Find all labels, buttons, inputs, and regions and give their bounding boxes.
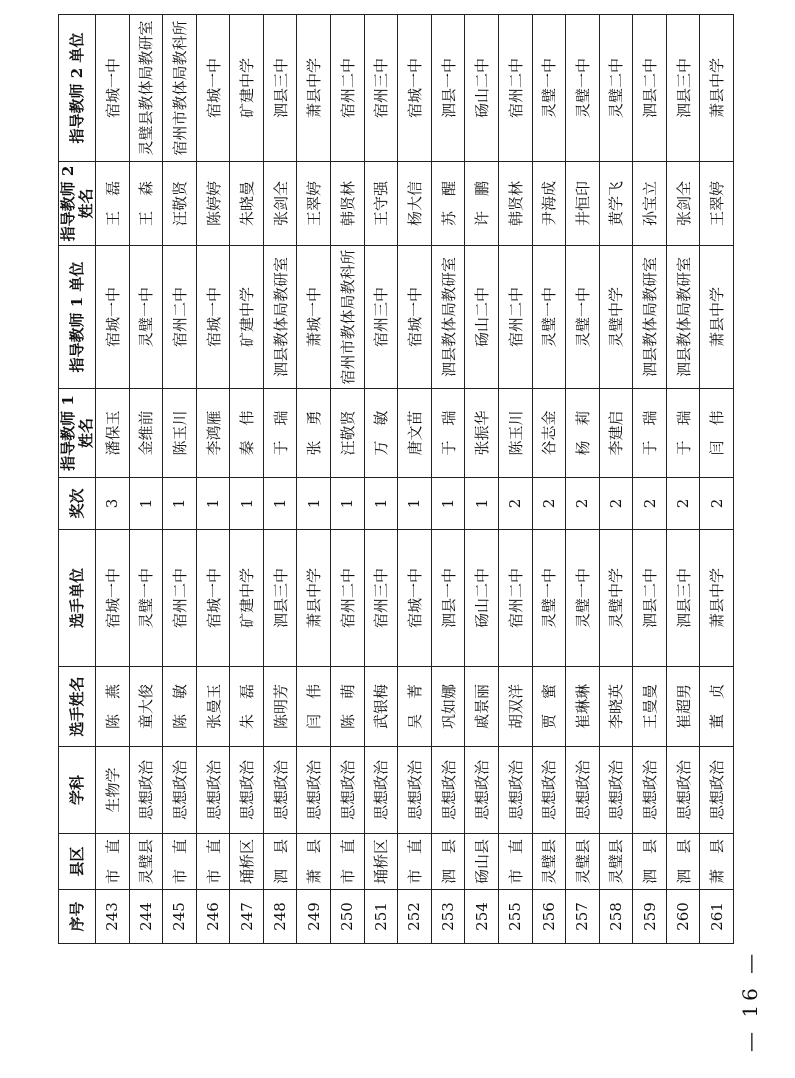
table-cell: 杨 莉 [566,389,600,478]
table-cell: 1 [129,478,163,530]
table-cell: 248 [263,890,297,944]
table-cell: 李鸿雁 [196,389,230,478]
table-row [465,15,499,944]
table-cell: 市 直 [96,834,130,890]
table-cell: 灵璧中学 [599,530,633,667]
table-cell: 埇桥区 [364,834,398,890]
table-cell: 朱 磊 [230,667,264,747]
table-cell: 朱晓曼 [230,162,264,246]
table-cell: 王翠婷 [297,162,331,246]
table-row [431,15,465,944]
table-cell: 张曼玉 [196,667,230,747]
table-cell: 胡双洋 [498,667,532,747]
table-cell: 泗 县 [666,834,700,890]
table-cell: 萧 县 [700,834,734,890]
table-cell: 黄学飞 [599,162,633,246]
table-cell: 于 瑞 [633,389,667,478]
table-cell: 谷志金 [532,389,566,478]
table-cell: 张剑全 [263,162,297,246]
table-cell: 思想政治 [599,747,633,834]
table-cell: 武银梅 [364,667,398,747]
table-cell: 思想政治 [465,747,499,834]
table-cell: 萧县中学 [700,246,734,389]
table-cell: 李晓英 [599,667,633,747]
table-row [263,15,297,944]
table-cell: 陈玉川 [498,389,532,478]
table-cell: 巩如娜 [431,667,465,747]
table-cell: 思想政治 [263,747,297,834]
table-cell: 253 [431,890,465,944]
table-cell: 矿建中学 [230,246,264,389]
table-cell: 张剑全 [666,162,700,246]
column-header: 序号 [59,890,96,944]
table-cell: 宿城一中 [196,246,230,389]
table-cell: 金维前 [129,389,163,478]
table-cell: 孙宝立 [633,162,667,246]
table-cell: 王翠婷 [700,162,734,246]
table-cell: 泗县三中 [666,530,700,667]
table-cell: 泗县教体局教研室 [666,246,700,389]
table-cell: 宿城一中 [398,530,432,667]
table-cell: 宿州二中 [163,530,197,667]
table-cell: 韩贤林 [331,162,365,246]
table-cell: 245 [163,890,197,944]
table-cell: 市 直 [196,834,230,890]
table-row [230,15,264,944]
table-cell: 1 [364,478,398,530]
table-cell: 砀山县 [465,834,499,890]
table-cell: 254 [465,890,499,944]
table-row [700,15,734,944]
table-cell: 251 [364,890,398,944]
table-cell: 250 [331,890,365,944]
table-cell: 宿州三中 [364,15,398,162]
table-cell: 市 直 [163,834,197,890]
table-cell: 260 [666,890,700,944]
table-cell: 246 [196,890,230,944]
column-header: 县区 [59,834,96,890]
table-cell: 1 [263,478,297,530]
table-cell: 宿城一中 [96,15,130,162]
table-cell: 贾 蜜 [532,667,566,747]
table-row [398,15,432,944]
table-cell: 灵璧县 [532,834,566,890]
table-cell: 苏 醒 [431,162,465,246]
table-cell: 灵璧县教体局教研室 [129,15,163,162]
table-row [129,15,163,944]
table-cell: 万 敏 [364,389,398,478]
table-cell: 吴 菁 [398,667,432,747]
column-header: 学科 [59,747,96,834]
column-header: 指导教师 2 单位 [59,15,96,162]
table-row [364,15,398,944]
table-cell: 252 [398,890,432,944]
column-header: 指导教师 1 姓名 [59,389,96,478]
table-cell: 宿州三中 [364,246,398,389]
table-cell: 思想政治 [566,747,600,834]
table-row [666,15,700,944]
table-cell: 1 [398,478,432,530]
table-cell: 秦 伟 [230,389,264,478]
table-row [532,15,566,944]
table-cell: 灵璧一中 [532,15,566,162]
table-cell: 思想政治 [163,747,197,834]
table-cell: 萧县中学 [297,530,331,667]
table-cell: 思想政治 [297,747,331,834]
table-cell: 杨大信 [398,162,432,246]
table-cell: 2 [599,478,633,530]
table-cell: 萧 县 [297,834,331,890]
table-cell: 砀山二中 [465,15,499,162]
table-cell: 思想政治 [633,747,667,834]
table-cell: 汪敬贤 [331,389,365,478]
table-cell: 张振华 [465,389,499,478]
table-row [633,15,667,944]
table-row [566,15,600,944]
table-cell: 宿州二中 [498,15,532,162]
table-cell: 宿城一中 [196,530,230,667]
table-cell: 砀山二中 [465,530,499,667]
table-cell: 陈明芳 [263,667,297,747]
table-cell: 思想政治 [666,747,700,834]
table-cell: 王 磊 [96,162,130,246]
table-cell: 243 [96,890,130,944]
table-cell: 249 [297,890,331,944]
table-cell: 埇桥区 [230,834,264,890]
table-cell: 1 [230,478,264,530]
table-row [163,15,197,944]
table-cell: 256 [532,890,566,944]
table-cell: 闫 伟 [700,389,734,478]
table-cell: 261 [700,890,734,944]
table-cell: 1 [431,478,465,530]
table-cell: 于 瑞 [666,389,700,478]
table-cell: 砀山二中 [465,246,499,389]
column-header: 选手单位 [59,530,96,667]
table-cell: 灵璧县 [599,834,633,890]
table-cell: 王守强 [364,162,398,246]
table-cell: 宿城一中 [96,246,130,389]
table-cell: 崔超男 [666,667,700,747]
table-cell: 陈 敏 [163,667,197,747]
table-cell: 崔琳琳 [566,667,600,747]
table-cell: 于 瑞 [431,389,465,478]
table-cell: 259 [633,890,667,944]
table-cell: 2 [666,478,700,530]
table-cell: 市 直 [331,834,365,890]
column-header: 奖次 [59,478,96,530]
table-cell: 于 瑞 [263,389,297,478]
table-cell: 宿州三中 [364,530,398,667]
table-cell: 泗县三中 [666,15,700,162]
table-cell: 井恒印 [566,162,600,246]
table-cell: 宿城一中 [96,530,130,667]
table-cell: 唐文苗 [398,389,432,478]
table-cell: 许 鹏 [465,162,499,246]
table-cell: 思想政治 [700,747,734,834]
table-cell: 潘保玉 [96,389,130,478]
table-cell: 李建启 [599,389,633,478]
table-cell: 灵璧一中 [129,530,163,667]
table-cell: 王曼曼 [633,667,667,747]
table-cell: 生物学 [96,747,130,834]
table-cell: 灵璧一中 [566,246,600,389]
table-cell: 258 [599,890,633,944]
table-cell: 灵璧一中 [566,530,600,667]
table-row [599,15,633,944]
table-cell: 张 勇 [297,389,331,478]
table-cell: 思想政治 [196,747,230,834]
table-cell: 萧县中学 [700,530,734,667]
table-cell: 尹海成 [532,162,566,246]
table-row [498,15,532,944]
table-cell: 宿州二中 [331,530,365,667]
table-cell: 3 [96,478,130,530]
table-cell: 陈玉川 [163,389,197,478]
table-cell: 王 森 [129,162,163,246]
column-header: 选手姓名 [59,667,96,747]
table-cell: 257 [566,890,600,944]
table-cell: 宿州二中 [331,15,365,162]
table-cell: 思想政治 [129,747,163,834]
table-cell: 戚景丽 [465,667,499,747]
table-cell: 思想政治 [532,747,566,834]
table-cell: 2 [532,478,566,530]
table-row [196,15,230,944]
table-cell: 2 [633,478,667,530]
table-cell: 灵璧一中 [129,246,163,389]
table-cell: 泗 县 [263,834,297,890]
table-cell: 247 [230,890,264,944]
table-cell: 萧城一中 [297,246,331,389]
page-number: — 16 — [738,949,762,1052]
table-cell: 泗县教体局教研室 [431,246,465,389]
table-cell: 1 [465,478,499,530]
table-cell: 董 贞 [700,667,734,747]
table-cell: 童大俊 [129,667,163,747]
table-cell: 萧县中学 [700,15,734,162]
table-cell: 244 [129,890,163,944]
table-cell: 宿城一中 [196,15,230,162]
table-cell: 思想政治 [398,747,432,834]
table-cell: 矿建中学 [230,15,264,162]
table-cell: 思想政治 [364,747,398,834]
column-header: 指导教师 1 单位 [59,246,96,389]
table-cell: 泗 县 [431,834,465,890]
table-cell: 宿城一中 [398,246,432,389]
table-cell: 1 [163,478,197,530]
table-cell: 泗县一中 [431,15,465,162]
table-cell: 灵璧一中 [532,246,566,389]
table-cell: 255 [498,890,532,944]
table-cell: 宿州二中 [498,530,532,667]
table-cell: 2 [566,478,600,530]
table-cell: 陈 萌 [331,667,365,747]
column-header: 指导教师 2 姓名 [59,162,96,246]
table-cell: 思想政治 [331,747,365,834]
table-cell: 思想政治 [498,747,532,834]
table-header-row [59,15,96,944]
table-row [331,15,365,944]
table-cell: 市 直 [398,834,432,890]
table-row [297,15,331,944]
table-cell: 泗县教体局教研室 [633,246,667,389]
table-cell: 陈 燕 [96,667,130,747]
table-cell: 2 [700,478,734,530]
table-cell: 泗县三中 [263,15,297,162]
table-cell: 灵璧中学 [599,246,633,389]
table-cell: 泗县三中 [263,530,297,667]
table-cell: 泗县一中 [431,530,465,667]
table-cell: 2 [498,478,532,530]
table-cell: 灵璧二中 [599,15,633,162]
table-cell: 宿州二中 [163,246,197,389]
table-cell: 宿城一中 [398,15,432,162]
table-cell: 韩贤林 [498,162,532,246]
table-cell: 萧县中学 [297,15,331,162]
table-cell: 宿州市教体局教科所 [331,246,365,389]
table-cell: 1 [331,478,365,530]
awards-table [58,14,734,944]
table-row [96,15,130,944]
table-cell: 闫 伟 [297,667,331,747]
table-cell: 泗县二中 [633,530,667,667]
table-cell: 泗 县 [633,834,667,890]
table-cell: 灵璧县 [129,834,163,890]
table-cell: 思想政治 [230,747,264,834]
table-cell: 1 [196,478,230,530]
table-cell: 1 [297,478,331,530]
table-cell: 陈婷婷 [196,162,230,246]
table-cell: 灵璧一中 [566,15,600,162]
table-cell: 汪敬贤 [163,162,197,246]
table-cell: 泗县教体局教研室 [263,246,297,389]
table-cell: 市 直 [498,834,532,890]
table-cell: 灵璧县 [566,834,600,890]
table-cell: 泗县二中 [633,15,667,162]
table-cell: 宿州市教体局教科所 [163,15,197,162]
table-cell: 灵璧一中 [532,530,566,667]
table-cell: 矿建中学 [230,530,264,667]
table-cell: 思想政治 [431,747,465,834]
table-cell: 宿州二中 [498,246,532,389]
